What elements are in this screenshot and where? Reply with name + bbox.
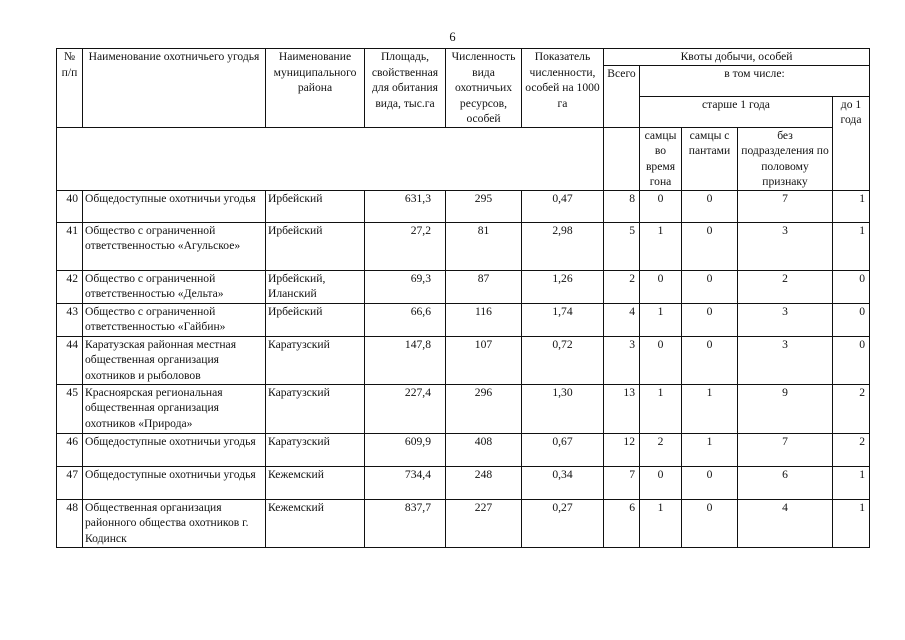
table-row bbox=[57, 303, 870, 336]
row-population: 81 bbox=[446, 222, 522, 270]
row-under-one: 0 bbox=[833, 336, 870, 384]
row-total: 3 bbox=[604, 336, 640, 384]
row-area: 227,4 bbox=[365, 384, 446, 433]
table-row bbox=[57, 270, 870, 303]
table-row bbox=[57, 190, 870, 222]
row-males-rut: 0 bbox=[640, 336, 682, 384]
table-row bbox=[57, 499, 870, 547]
row-males-rut: 1 bbox=[640, 303, 682, 336]
row-males-rut: 0 bbox=[640, 466, 682, 499]
row-population: 87 bbox=[446, 270, 522, 303]
row-under-one: 1 bbox=[833, 190, 870, 222]
row-density: 2,98 bbox=[522, 222, 604, 270]
row-total: 8 bbox=[604, 190, 640, 222]
row-under-one: 2 bbox=[833, 433, 870, 466]
table-row bbox=[57, 433, 870, 466]
row-name: Общественная организация районного общества охотников г. Кодинск bbox=[83, 499, 266, 547]
row-males-antlers: 1 bbox=[682, 384, 738, 433]
row-no-sex: 6 bbox=[738, 466, 833, 499]
row-name: Общество с ограниченной ответственностью «Дельта» bbox=[83, 270, 266, 303]
row-number: 44 bbox=[57, 336, 83, 384]
row-males-rut: 1 bbox=[640, 222, 682, 270]
row-area: 609,9 bbox=[365, 433, 446, 466]
row-area: 69,3 bbox=[365, 270, 446, 303]
row-population: 295 bbox=[446, 190, 522, 222]
row-total: 7 bbox=[604, 466, 640, 499]
row-under-one: 1 bbox=[833, 222, 870, 270]
row-area: 66,6 bbox=[365, 303, 446, 336]
row-density: 0,72 bbox=[522, 336, 604, 384]
row-number: 48 bbox=[57, 499, 83, 547]
row-males-antlers: 0 bbox=[682, 270, 738, 303]
header-older: старше 1 года bbox=[640, 96, 833, 127]
header-municipality: Наименование муниципального района bbox=[266, 49, 365, 128]
row-name: Общество с ограниченной ответственностью «Гайбин» bbox=[83, 303, 266, 336]
row-no-sex: 7 bbox=[738, 190, 833, 222]
row-under-one: 1 bbox=[833, 466, 870, 499]
row-males-antlers: 0 bbox=[682, 222, 738, 270]
row-municipality: Каратузский bbox=[266, 433, 365, 466]
table-row bbox=[57, 384, 870, 433]
row-males-antlers: 1 bbox=[682, 433, 738, 466]
row-density: 0,34 bbox=[522, 466, 604, 499]
hunting-quotas-table bbox=[56, 48, 870, 548]
row-municipality: Кежемский bbox=[266, 466, 365, 499]
row-number: 42 bbox=[57, 270, 83, 303]
row-name: Красноярская региональная общественная организация охотников «Природа» bbox=[83, 384, 266, 433]
row-population: 116 bbox=[446, 303, 522, 336]
row-density: 0,27 bbox=[522, 499, 604, 547]
row-total: 2 bbox=[604, 270, 640, 303]
row-population: 408 bbox=[446, 433, 522, 466]
row-municipality: Ирбейский bbox=[266, 190, 365, 222]
row-total: 13 bbox=[604, 384, 640, 433]
row-name: Общедоступные охотничьи угодья bbox=[83, 190, 266, 222]
row-density: 1,26 bbox=[522, 270, 604, 303]
row-number: 47 bbox=[57, 466, 83, 499]
row-name: Общество с ограниченной ответственностью «Агульское» bbox=[83, 222, 266, 270]
header-population: Численность вида охотничьих ресурсов, особей bbox=[446, 49, 522, 128]
row-name: Общедоступные охотничьи угодья bbox=[83, 466, 266, 499]
header-males-rut: самцы во время гона bbox=[640, 127, 682, 190]
row-number: 41 bbox=[57, 222, 83, 270]
row-under-one: 0 bbox=[833, 270, 870, 303]
row-population: 296 bbox=[446, 384, 522, 433]
row-total: 4 bbox=[604, 303, 640, 336]
row-population: 248 bbox=[446, 466, 522, 499]
row-number: 46 bbox=[57, 433, 83, 466]
row-total: 5 bbox=[604, 222, 640, 270]
header-total-spacer bbox=[604, 127, 640, 190]
header-no-sex: без подразделения по половому признаку bbox=[738, 127, 833, 190]
row-males-rut: 0 bbox=[640, 270, 682, 303]
row-density: 0,47 bbox=[522, 190, 604, 222]
row-area: 147,8 bbox=[365, 336, 446, 384]
row-number: 45 bbox=[57, 384, 83, 433]
row-name: Каратузская районная местная общественная организация охотников и рыболовов bbox=[83, 336, 266, 384]
row-municipality: Ирбейский bbox=[266, 222, 365, 270]
header-total: Всего bbox=[604, 65, 640, 127]
row-municipality: Каратузский bbox=[266, 384, 365, 433]
row-total: 6 bbox=[604, 499, 640, 547]
header-area: Площадь, свойственная для обитания вида, тыс.га bbox=[365, 49, 446, 128]
row-under-one: 0 bbox=[833, 303, 870, 336]
row-total: 12 bbox=[604, 433, 640, 466]
row-males-rut: 1 bbox=[640, 499, 682, 547]
table-body bbox=[57, 190, 870, 547]
row-males-antlers: 0 bbox=[682, 190, 738, 222]
row-males-rut: 1 bbox=[640, 384, 682, 433]
row-number: 40 bbox=[57, 190, 83, 222]
row-males-rut: 0 bbox=[640, 190, 682, 222]
row-area: 734,4 bbox=[365, 466, 446, 499]
row-density: 1,30 bbox=[522, 384, 604, 433]
row-population: 107 bbox=[446, 336, 522, 384]
row-municipality: Кежемский bbox=[266, 499, 365, 547]
row-males-antlers: 0 bbox=[682, 466, 738, 499]
row-males-antlers: 0 bbox=[682, 303, 738, 336]
page-number: 6 bbox=[449, 30, 456, 44]
row-area: 837,7 bbox=[365, 499, 446, 547]
header-name: Наименование охотничьего угодья bbox=[83, 49, 266, 128]
row-males-antlers: 0 bbox=[682, 499, 738, 547]
row-no-sex: 3 bbox=[738, 303, 833, 336]
row-under-one: 2 bbox=[833, 384, 870, 433]
header-under: до 1 года bbox=[833, 96, 870, 190]
row-no-sex: 7 bbox=[738, 433, 833, 466]
row-no-sex: 3 bbox=[738, 336, 833, 384]
row-municipality: Ирбейский bbox=[266, 303, 365, 336]
row-municipality: Каратузский bbox=[266, 336, 365, 384]
header-including: в том числе: bbox=[640, 65, 870, 96]
row-area: 631,3 bbox=[365, 190, 446, 222]
row-under-one: 1 bbox=[833, 499, 870, 547]
row-no-sex: 9 bbox=[738, 384, 833, 433]
table-row bbox=[57, 336, 870, 384]
row-no-sex: 3 bbox=[738, 222, 833, 270]
row-name: Общедоступные охотничьи угодья bbox=[83, 433, 266, 466]
row-population: 227 bbox=[446, 499, 522, 547]
row-area: 27,2 bbox=[365, 222, 446, 270]
row-municipality: Ирбейский, Иланский bbox=[266, 270, 365, 303]
row-no-sex: 2 bbox=[738, 270, 833, 303]
row-males-antlers: 0 bbox=[682, 336, 738, 384]
header-density: Показатель численности, особей на 1000 га bbox=[522, 49, 604, 128]
row-density: 1,74 bbox=[522, 303, 604, 336]
table-row bbox=[57, 222, 870, 270]
header-spacer bbox=[57, 127, 604, 190]
row-density: 0,67 bbox=[522, 433, 604, 466]
header-quotas: Квоты добычи, особей bbox=[604, 49, 870, 66]
header-num: № п/п bbox=[57, 49, 83, 128]
header-males-antlers: самцы с пантами bbox=[682, 127, 738, 190]
row-males-rut: 2 bbox=[640, 433, 682, 466]
row-no-sex: 4 bbox=[738, 499, 833, 547]
table-row bbox=[57, 466, 870, 499]
row-number: 43 bbox=[57, 303, 83, 336]
